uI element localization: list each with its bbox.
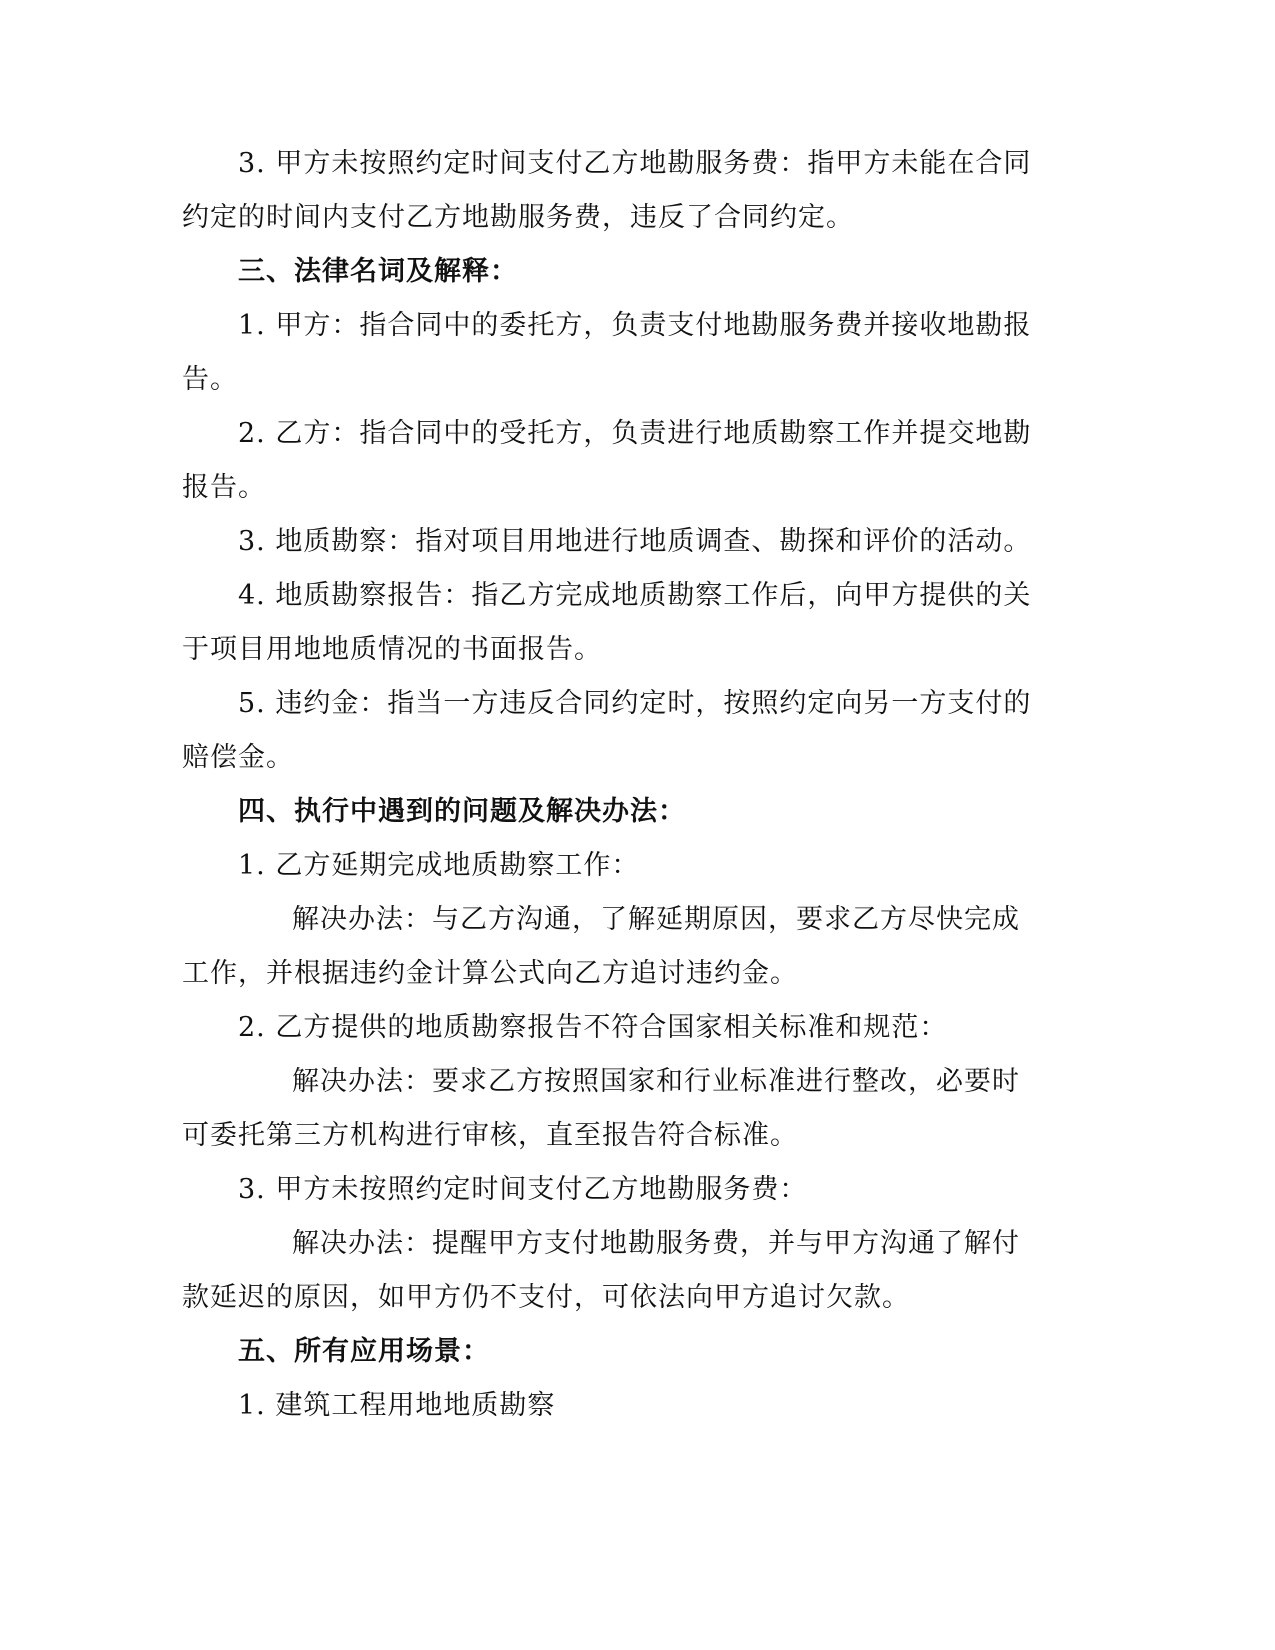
paragraph-line: 3. 甲方未按照约定时间支付乙方地勘服务费： xyxy=(238,1174,808,1205)
paragraph-line: 解决办法：与乙方沟通，了解延期原因，要求乙方尽快完成 xyxy=(292,904,1020,935)
paragraph-line: 约定的时间内支付乙方地勘服务费，违反了合同约定。 xyxy=(182,202,854,233)
paragraph-line: 工作，并根据违约金计算公式向乙方追讨违约金。 xyxy=(182,958,798,989)
paragraph-line: 于项目用地地质情况的书面报告。 xyxy=(182,634,602,665)
paragraph-line: 2. 乙方：指合同中的受托方，负责进行地质勘察工作并提交地勘 xyxy=(238,418,1032,449)
paragraph-line: 1. 甲方：指合同中的委托方，负责支付地勘服务费并接收地勘报 xyxy=(238,310,1032,341)
paragraph-line: 1. 乙方延期完成地质勘察工作： xyxy=(238,850,640,881)
paragraph-line: 解决办法：要求乙方按照国家和行业标准进行整改，必要时 xyxy=(292,1066,1020,1097)
paragraph-line: 5. 违约金：指当一方违反合同约定时，按照约定向另一方支付的 xyxy=(238,688,1032,719)
paragraph-line: 款延迟的原因，如甲方仍不支付，可依法向甲方追讨欠款。 xyxy=(182,1282,910,1313)
paragraph-line: 赔偿金。 xyxy=(182,742,294,773)
section-heading: 四、执行中遇到的问题及解决办法： xyxy=(238,796,686,827)
paragraph-line: 3. 地质勘察：指对项目用地进行地质调查、勘探和评价的活动。 xyxy=(238,526,1032,557)
paragraph-line: 3. 甲方未按照约定时间支付乙方地勘服务费：指甲方未能在合同 xyxy=(238,148,1032,179)
paragraph-line: 告。 xyxy=(182,364,238,395)
section-heading: 五、所有应用场景： xyxy=(238,1336,490,1367)
paragraph-line: 2. 乙方提供的地质勘察报告不符合国家相关标准和规范： xyxy=(238,1012,948,1043)
section-heading: 三、法律名词及解释： xyxy=(238,256,518,287)
paragraph-line: 解决办法：提醒甲方支付地勘服务费，并与甲方沟通了解付 xyxy=(292,1228,1020,1259)
paragraph-line: 可委托第三方机构进行审核，直至报告符合标准。 xyxy=(182,1120,798,1151)
paragraph-line: 4. 地质勘察报告：指乙方完成地质勘察工作后，向甲方提供的关 xyxy=(238,580,1032,611)
paragraph-line: 报告。 xyxy=(182,472,266,503)
paragraph-line: 1. 建筑工程用地地质勘察 xyxy=(238,1390,556,1421)
